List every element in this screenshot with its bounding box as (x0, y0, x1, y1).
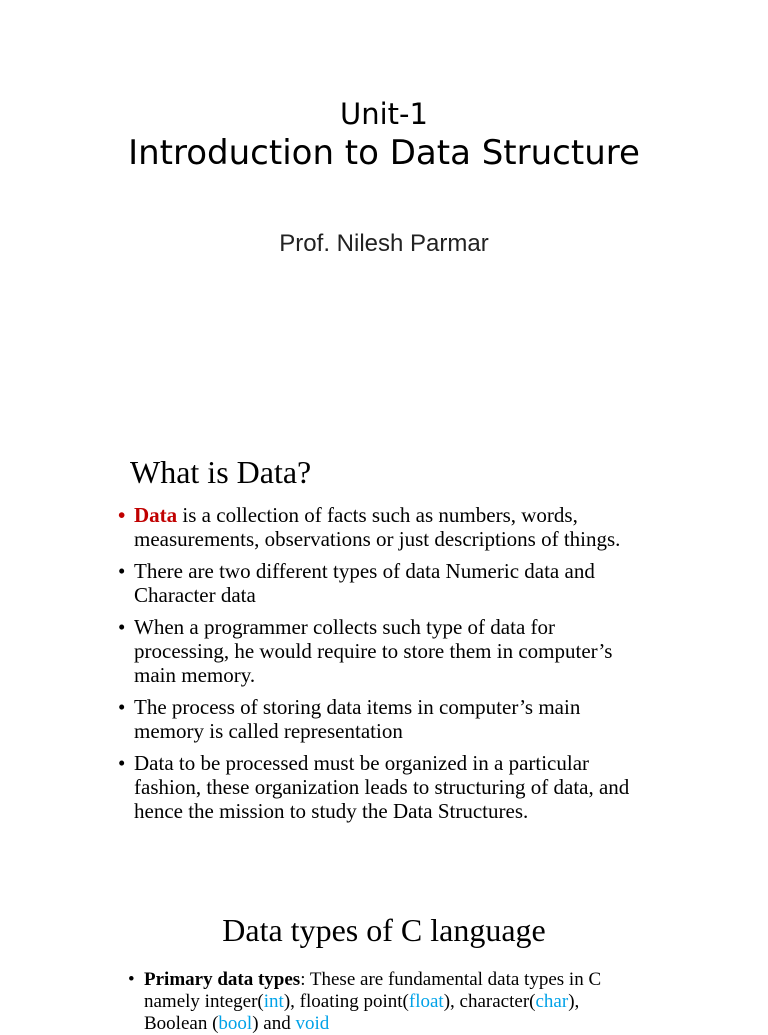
bullet-text: is a collection of facts such as numbers, words, measurements, observations or just descriptions of things. (134, 503, 621, 551)
keyword-void: void (295, 1013, 330, 1034)
data-term: Data (134, 503, 178, 527)
list-item (118, 559, 638, 607)
list-item (118, 695, 638, 743)
bullet-text: ) and (252, 1013, 296, 1034)
unit-label: Unit-1 (340, 97, 428, 131)
author-name: Prof. Nilesh Parmar (279, 230, 489, 257)
keyword-float: float (408, 991, 444, 1012)
keyword-bool: bool (218, 1013, 253, 1034)
slide-heading: Data types of C language (222, 912, 546, 948)
bullet-text: ), Boolean ( (144, 991, 580, 1034)
bullet-text: : These are fundamental data types in C namely integer( (144, 969, 602, 1012)
data-types-slide (0, 890, 768, 1034)
list-item (118, 503, 638, 551)
bullet-list (128, 969, 638, 1035)
bullet-icon: • (118, 751, 126, 775)
keyword-int: int (263, 991, 284, 1012)
bullet-text: ), floating point( (283, 991, 409, 1012)
title-slide (0, 0, 768, 420)
slide-heading: What is Data? (130, 454, 312, 490)
bullet-icon: • (118, 695, 126, 719)
bullet-text: ), character( (443, 991, 536, 1012)
bullet-icon: • (118, 559, 126, 583)
bullet-icon: • (118, 615, 126, 639)
bullet-text: There are two different types of data Numeric data and Character data (134, 559, 595, 607)
bullet-icon: • (118, 503, 126, 527)
list-item (118, 615, 638, 687)
bullet-text: Data to be processed must be organized in a particular fashion, these organization leads to structuring of data, and hence the mission to study the Data Structures. (134, 751, 630, 823)
presentation-title: Introduction to Data Structure (128, 133, 640, 173)
list-item (118, 751, 638, 823)
bullet-text: The process of storing data items in computer’s main memory is called representation (134, 695, 581, 743)
what-is-data-slide (0, 440, 768, 880)
list-item (128, 969, 638, 1035)
primary-data-types-term: Primary data types (144, 969, 301, 990)
keyword-char: char (535, 991, 569, 1012)
bullet-icon: • (128, 969, 135, 990)
bullet-list (118, 503, 638, 831)
bullet-text: When a programmer collects such type of data for processing, he would require to store them in computer’s main memory. (134, 615, 613, 687)
